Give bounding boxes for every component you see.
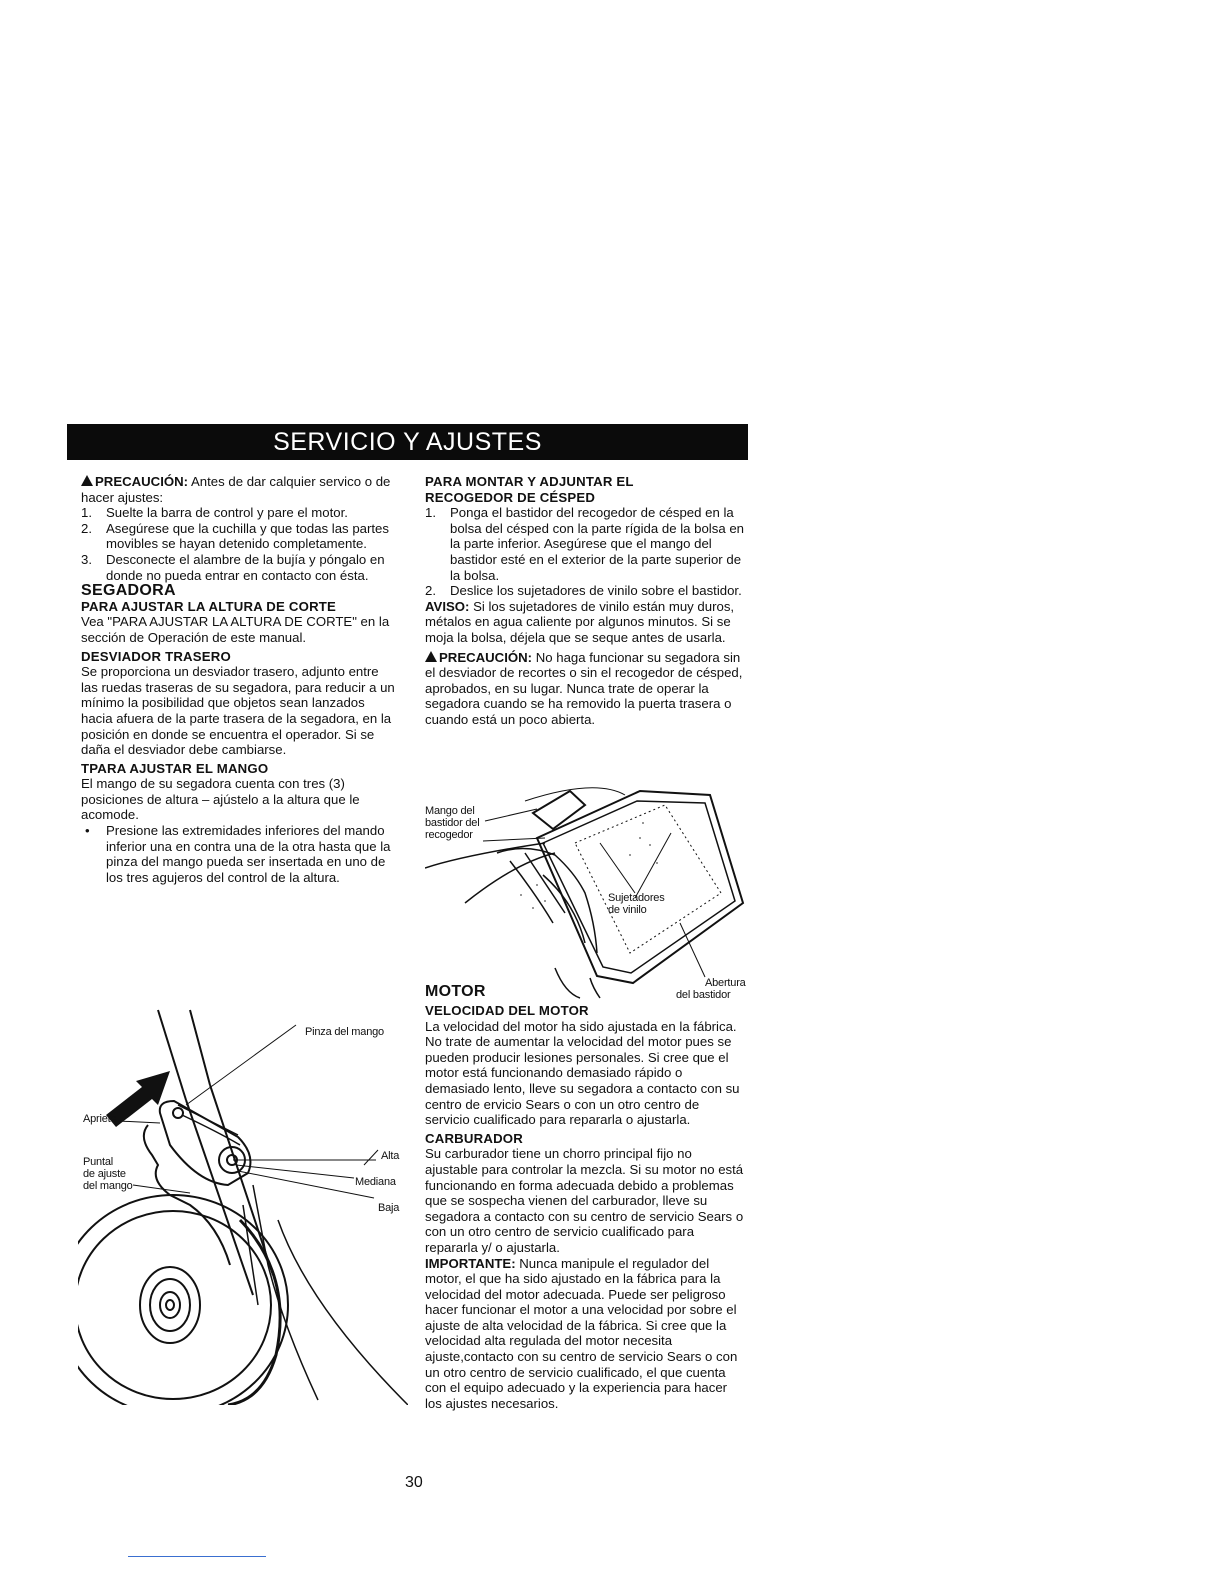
caution2-paragraph (425, 650, 745, 728)
motor-heading: MOTOR (425, 983, 486, 1000)
label-alta: Alta (381, 1150, 400, 1162)
handle-adjust-figure (78, 1005, 408, 1405)
desviador-text: Se proporciona un desviador trasero, adjunto entre las ruedas traseras de su segadora, para reducir a un mínimo la posibilidad que objetos sean lanzados hacia afuera de la parte trasera de la segadora, en la posición en donde se encuentra el operador. Si se daña el desviador debe cambiarse. (81, 664, 395, 758)
left-column (81, 474, 399, 885)
list-item: 1. Ponga el bastidor del recogedor de césped en la bolsa del césped con la parte rígida de la bolsa en la parte inferior. Asegúrese que el mango del bastidor esté en el exterior de la parte superior de la bolsa. (425, 505, 744, 583)
mango-heading: TPARA AJUSTAR EL MANGO (81, 760, 269, 776)
list-item: 1. Suelte la barra de control y pare el motor. (81, 505, 348, 521)
label-mango-bastidor-3: recogedor (425, 829, 473, 841)
carburador-text: Su carburador tiene un chorro principal fijo no ajustable para controlar la mezcla. Si su motor no está funcionando en forma adecuada debido a problemas que se sospecha vienen del carburador, lleve su segadora a contacto con su centro de servicio Sears o con un otro centro de servicio cualificado para repararla y/ o ajustarla. (425, 1146, 744, 1255)
desviador-heading: DESVIADOR TRASERO (81, 648, 231, 664)
caution2-label: PRECAUCIÓN: (439, 649, 533, 665)
section-banner (67, 424, 748, 460)
importante-text: Nunca manipule el regulador del motor, el que ha sido ajustado en la fábrica para la velocidad del motor adecuada. Puede ser peligroso hacer funcionar el motor a una velocidad por sobre el ajuste de alta velocidad de la fábrica. Si cree que la velocidad alta regulada del motor necesita ajuste,contacto con su centro de servicio Sears o con un otro centro de servicio cualificado, el que cuenta con el equipo adecuado y la experiencia para hacer los ajustes necesarios. (425, 1255, 738, 1411)
label-baja: Baja (378, 1202, 400, 1214)
label-sujetadores-1: Sujetadores (608, 892, 665, 904)
label-apriete: Apriete (83, 1113, 117, 1125)
caution-text: Antes de dar calquier servico o de hacer ajustes: (81, 474, 391, 505)
segadora-heading: SEGADORA (81, 582, 176, 600)
warning-triangle-icon (81, 475, 93, 486)
velocidad-text: La velocidad del motor ha sido ajustada en la fábrica. No trate de aumentar la velocidad del motor pues se pueden producir lesiones personales. Si cree que el motor está funcionando demasiado rápido o demasiado lento, lleve su segadora a contacto con su centro de ervicio Sears o con un otro centro de servicio cualificado para repararla o ajustarla. (425, 1018, 740, 1128)
aviso-paragraph (425, 599, 745, 646)
altura-text: Vea "PARA AJUSTAR LA ALTURA DE CORTE" en la sección de Operación de este manual. (81, 614, 390, 645)
list-item: 2. Deslice los sujetadores de vinilo sobre el bastidor. (425, 583, 742, 599)
label-sujetadores-2: de vinilo (608, 904, 647, 916)
motor-column (425, 1003, 745, 1411)
mango-text: El mango de su segadora cuenta con tres (3) posiciones de altura – ajústelo a la altura que le acomode. (81, 776, 360, 823)
label-abertura-1: Abertura (705, 977, 746, 989)
aviso-text: Si los sujetadores de vinilo están muy duros, métalos en agua caliente por algunos minutos. Si se moja la bolsa, déjela que se seque antes de usarla. (425, 598, 735, 645)
right-column (425, 474, 745, 728)
label-puntal-3: del mango (83, 1180, 133, 1192)
velocidad-heading: VELOCIDAD DEL MOTOR (425, 1003, 589, 1018)
caution-steps (81, 505, 399, 583)
aviso-label: AVISO: (425, 598, 470, 614)
page-number: 30 (405, 1474, 423, 1491)
label-mediana: Mediana (355, 1176, 396, 1188)
warning-triangle-icon (425, 651, 437, 662)
label-mango-bastidor-1: Mango del (425, 805, 475, 817)
caution-paragraph (81, 474, 399, 505)
list-item: • Presione las extremidades inferiores del mando inferior una en contra una de la otra hasta que la pinza del mango pueda ser insertada en uno de los tres agujeros del control de la altura. (81, 823, 399, 885)
montar-heading-1: PARA MONTAR Y ADJUNTAR EL (425, 474, 634, 489)
montar-heading-2: RECOGEDOR DE CÉSPED (425, 489, 596, 505)
caution-label: PRECAUCIÓN: (95, 474, 189, 489)
label-mango-bastidor-2: bastidor del (425, 817, 480, 829)
importante-label: IMPORTANTE: (425, 1255, 516, 1271)
altura-heading: PARA AJUSTAR LA ALTURA DE CORTE (81, 598, 337, 614)
footer-rule (128, 1556, 266, 1557)
mango-bullets (81, 823, 399, 885)
label-puntal-2: de ajuste (83, 1168, 126, 1180)
caution2-text: No haga funcionar su segadora sin el desviador de recortes o sin el recogedor de césped, aprobados, en su lugar. Nunca trate de operar la segadora cuando se ha removido la puerta trasera o cuando está un poco abierta. (425, 649, 743, 727)
importante-paragraph (425, 1256, 745, 1412)
list-item: 2. Asegúrese que la cuchilla y que todas las partes movibles se hayan detenido completamente. (81, 520, 389, 552)
section-title: SERVICIO Y AJUSTES (273, 428, 542, 456)
label-pinza: Pinza del mango (305, 1026, 384, 1038)
label-abertura-2: del bastidor (676, 989, 731, 1001)
carburador-heading: CARBURADOR (425, 1130, 523, 1146)
list-item: 3. Desconecte el alambre de la bujía y póngalo en donde no pueda entrar en contacto con ésta. (81, 551, 385, 583)
montar-steps (425, 505, 745, 599)
label-puntal-1: Puntal (83, 1156, 113, 1168)
